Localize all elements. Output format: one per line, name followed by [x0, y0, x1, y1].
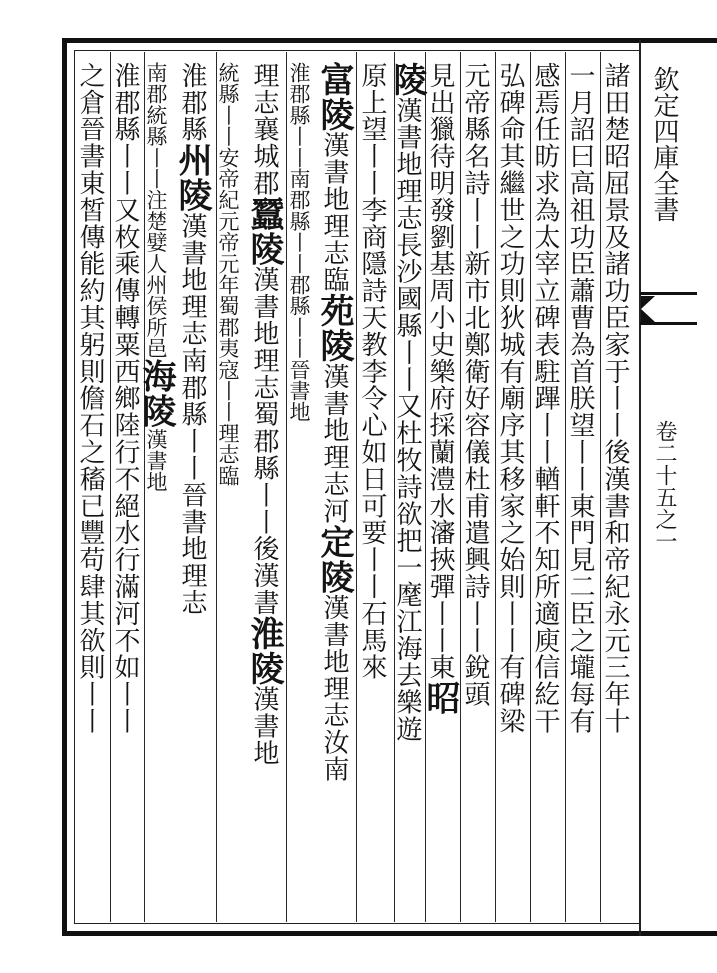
text-segment: 丨丨	[287, 125, 311, 169]
text-segment: 後漢書和帝紀永元三年十	[600, 438, 630, 735]
text-column	[110, 62, 147, 920]
text-segment: 丨丨	[216, 104, 240, 147]
headword: 富陵	[314, 62, 354, 132]
text-segment: 漢書地理志南郡縣	[177, 212, 207, 428]
text-column	[244, 62, 286, 920]
spine-upper-bar	[640, 292, 697, 295]
spine-volume-label: 卷二十五之一	[652, 420, 677, 552]
headword: 陵	[387, 62, 427, 97]
text-column	[495, 62, 532, 920]
spine-book-title: 欽定四庫全書	[649, 66, 679, 222]
text-segment: 丨丨	[287, 231, 311, 275]
text-segment: 丨丨	[249, 481, 279, 536]
text-segment: 又枚乘傳轉粟西鄉陸行不絕水行滿河不如	[110, 196, 140, 681]
text-segment: 丨丨	[460, 600, 490, 654]
text-segment: 有碑梁	[495, 653, 525, 735]
text-segment: 原上望	[357, 62, 387, 143]
text-segment: 東門見二臣之壠每有	[565, 492, 595, 735]
text-column	[314, 62, 356, 920]
headword: 淮陵	[244, 616, 284, 686]
headword: 海陵	[136, 358, 176, 429]
headword: 昭	[420, 680, 460, 716]
text-segment: 漢書地	[144, 428, 168, 493]
text-column	[600, 62, 637, 920]
text-segment: 丨丨	[144, 146, 168, 190]
spine-rule	[639, 40, 641, 936]
text-segment: 丨丨	[357, 546, 387, 601]
text-segment: 南郡縣	[287, 168, 311, 232]
text-segment: 淮郡縣	[287, 62, 311, 126]
text-segment: 丨丨	[357, 142, 387, 197]
text-segment: 理志襄城郡	[249, 62, 279, 197]
text-segment: 丨丨	[530, 411, 560, 466]
text-segment: 漢書地理志蜀郡縣	[249, 266, 279, 482]
text-segment: 淮郡縣	[177, 62, 207, 143]
text-segment: 理志臨	[216, 422, 240, 487]
text-segment: 丨丨	[177, 427, 207, 482]
text-segment: 之倉晉書東皙傳能約其躬則儋石之稸已豐苟肆其欲則	[75, 62, 105, 681]
text-segment: 輶軒不知所適庾信紇干	[530, 465, 560, 735]
text-segment: 諸田楚昭屈景及諸功臣家于	[600, 62, 630, 385]
fishtail-mark	[641, 296, 655, 322]
text-segment: 又杜牧詩欲把一麾江海去樂遊	[392, 392, 422, 743]
headword: 蠶陵	[244, 196, 284, 267]
text-segment: 丨丨	[216, 380, 240, 423]
text-segment: 見出獵待明發劉基周小史樂府採蘭澧水瀋挾彈	[425, 62, 455, 600]
text-segment: 元帝縣名詩	[460, 62, 490, 197]
text-segment: 丨丨	[460, 196, 490, 251]
spine-lower-bar	[640, 322, 697, 325]
text-column	[460, 62, 497, 920]
text-segment: 新市北鄭衛好容儀杜甫遣興詩	[460, 250, 490, 601]
text-segment: 丨丨	[600, 384, 630, 439]
text-segment: 漢書地理志河	[319, 363, 349, 525]
text-segment: 漢書地	[249, 685, 279, 767]
text-segment: 晉書地	[287, 358, 311, 423]
text-segment: 漢書地理志長沙國縣	[392, 96, 422, 340]
text-segment: 丨丨	[75, 680, 105, 735]
text-column	[216, 62, 250, 920]
text-segment: 南郡統縣	[144, 62, 168, 147]
text-column	[387, 62, 429, 920]
headword: 州陵	[172, 142, 212, 213]
headword: 定陵	[314, 524, 354, 595]
text-segment: 丨丨	[565, 438, 595, 493]
text-column	[136, 62, 178, 920]
text-segment: 丨丨	[425, 600, 455, 654]
text-segment: 丨丨	[495, 600, 525, 654]
text-column	[287, 62, 321, 920]
text-segment: 丨丨	[287, 316, 311, 359]
text-column	[172, 62, 214, 920]
text-segment: 丨丨	[110, 142, 140, 197]
text-segment: 注楚嬖人州侯所邑	[144, 189, 168, 359]
text-segment: 一月詔曰高祖功臣蕭曹為首朕望	[565, 62, 595, 439]
text-segment: 丨丨	[392, 339, 422, 393]
text-segment: 後漢書	[249, 535, 279, 617]
text-segment: 統縣	[216, 62, 240, 105]
text-column	[357, 62, 394, 920]
text-segment: 弘碑命其繼世之功則狄城有廟序其移家之始則	[495, 62, 525, 600]
text-column	[565, 62, 602, 920]
text-segment: 東	[425, 653, 455, 681]
text-segment: 晉書地理志	[177, 481, 207, 617]
text-column	[530, 62, 567, 920]
text-segment: 淮郡縣	[110, 62, 140, 143]
text-segment: 石馬來	[357, 600, 387, 681]
text-segment: 銳頭	[460, 653, 490, 708]
text-column	[420, 62, 462, 920]
text-segment: 郡縣	[287, 274, 311, 317]
text-column	[75, 62, 112, 920]
headword: 苑陵	[314, 293, 354, 364]
text-segment: 漢書地理志汝南	[319, 594, 349, 783]
text-segment: 丨丨	[110, 680, 140, 735]
text-segment: 李商隱詩天教李令心如日可要	[357, 196, 387, 547]
text-segment: 感焉任昉求為太宰立碑表駐蹕	[530, 62, 560, 412]
text-segment: 安帝紀元帝元年蜀郡夷寇	[216, 146, 240, 381]
text-segment: 漢書地理志臨	[319, 131, 349, 294]
